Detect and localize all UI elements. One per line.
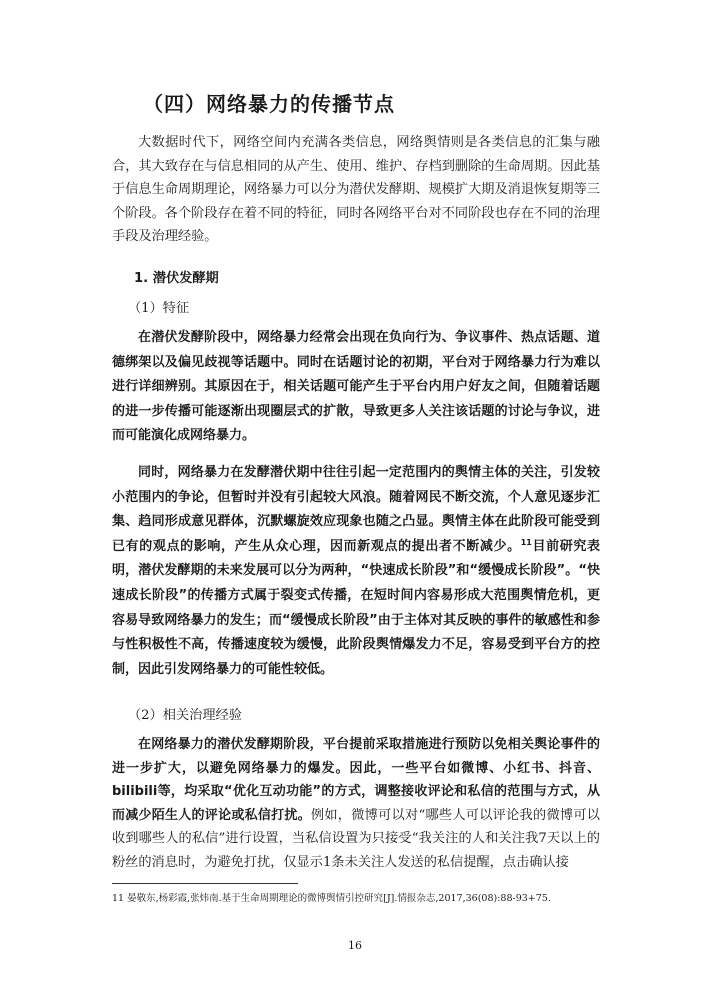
footnote-marker: 11 xyxy=(520,537,532,547)
features-paragraph-2-part-2: 目前研究表明，潜伏发酵期的未来发展可以分为两种，“快速成长阶段”和“缓慢成长阶段”。“快速成长阶段”的传播方式属于裂变式传播，在短时间内容易形成大范围舆情危机，更容易导致网络暴力的发生；而“缓慢成长阶段”由于主体对其反映的事件的敏感性和参与性积极性不高，传播速度较为缓慢，此阶段舆情爆发力不足，容易受到平台方的控制，因此引发网络暴力的可能性较低。 xyxy=(112,538,600,677)
footnote: 11 晏敬东,杨彩霞,张炜南.基于生命周期理论的微博舆情引控研究[J].情报杂志,2017,36(08):88-93+75. xyxy=(112,893,551,904)
intro-paragraph: 大数据时代下，网络空间内充满各类信息，网络舆情则是各类信息的汇集与融合，其大致存在与信息相同的从产生、使用、维护、存档到删除的生命周期。因此基于信息生命周期理论，网络暴力可以分为潜伏发酵期、规模扩大期及消退恢复期等三个阶段。各个阶段存在着不同的特征，同时各网络平台对不同阶段也存在不同的治理手段及治理经验。 xyxy=(112,135,600,244)
features-paragraph-1: 在潜伏发酵阶段中，网络暴力经常会出现在负向行为、争议事件、热点话题、道德绑架以及偏见歧视等话题中。同时在话题讨论的初期，平台对于网络暴力行为难以进行详细辨别。其原因在于，相关话题可能产生于平台内用户好友之间，但随着话题的进一步传播可能逐渐出现圈层式的扩散，导致更多人关注该话题的讨论与争议，进而可能演化成网络暴力。 xyxy=(112,330,600,444)
governance-paragraph-normal: 例如，微博可以对“哪些人可以评论我的微博可以收到哪些人的私信”进行设置，当私信设置为只接受“我关注的人和关注我7天以上的粉丝的消息时，为避免打扰，仅显示1条未关注人发送的私信提醒，点击确认接 xyxy=(112,807,600,870)
governance-paragraph xyxy=(112,733,600,874)
item-title-features: （1）特征 xyxy=(128,301,190,316)
governance-paragraph-bold: 在网络暴力的潜伏发酵期阶段，平台提前采取措施进行预防以免相关舆论事件的进一步扩大，以避免网络暴力的爆发。因此，一些平台如微博、小红书、抖音、bilibili等，均采取“优化互动功能”的方式，调整接收评论和私信的范围与方式，从而减少陌生人的评论或私信打扰。 xyxy=(112,737,600,823)
footnote-divider xyxy=(112,883,298,884)
subsection-title: 1. 潜伏发酵期 xyxy=(134,271,219,286)
features-paragraph-2-part-1: 同时，网络暴力在发酵潜伏期中往往引起一定范围内的舆情主体的关注，引发较小范围内的争论，但暂时并没有引起较大风浪。随着网民不断交流，个人意见逐步汇集、趋同形成意见群体，沉默螺旋效应现象也随之凸显。舆情主体在此阶段可能受到已有的观点的影响，产生从众心理，因而新观点的提出者不断减少。 xyxy=(112,465,600,554)
section-title: （四）网络暴力的传播节点 xyxy=(143,92,395,116)
features-paragraph-2 xyxy=(112,461,600,682)
page-number: 16 xyxy=(348,939,362,952)
item-title-governance: （2）相关治理经验 xyxy=(128,708,242,723)
